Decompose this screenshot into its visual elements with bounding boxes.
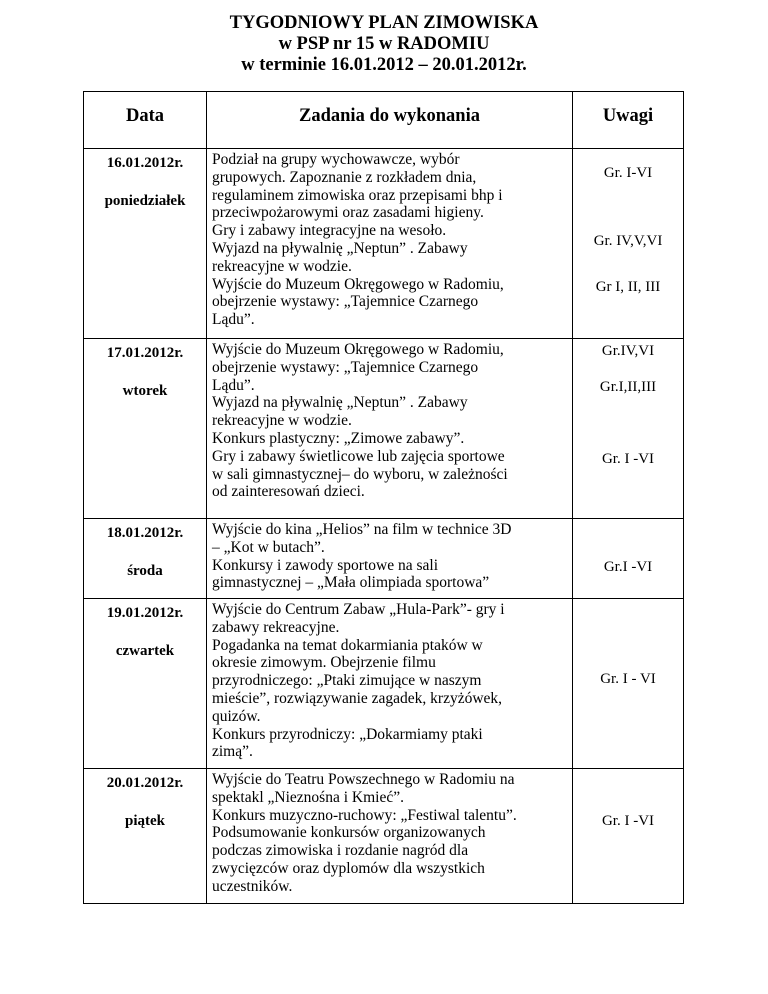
task-line: zwycięzców oraz dyplomów dla wszystkich [212,859,485,877]
task-line: Wyjazd na pływalnię „Neptun” . Zabawy [212,394,468,412]
date-cell [84,599,207,769]
tasks-cell [207,599,573,769]
task-line: quizów. [212,707,261,725]
tasks-cell [207,769,573,904]
schedule-table [83,91,684,904]
table-row [84,769,684,904]
task-line: Wyjście do Centrum Zabaw „Hula-Park”- gry i [212,601,505,618]
task-line: Konkursy i zawody sportowe na sali [212,556,438,574]
date-cell [84,769,207,904]
title-line-1: TYGODNIOWY PLAN ZIMOWISKA [229,13,539,33]
group-note: Gr I, II, III [595,279,661,295]
task-line: Wyjście do Muzeum Okręgowego w Radomiu, [212,341,504,358]
group-note: Gr.I -VI [603,559,653,575]
task-line: Gry i zabawy świetlicowe lub zajęcia sportowe [212,447,505,465]
column-header-tasks: Zadania do wykonania [207,92,573,149]
tasks-cell [207,149,573,339]
table-row [84,519,684,599]
column-header-date: Data [84,92,207,149]
task-line: – „Kot w butach”. [212,538,325,556]
date-cell [84,149,207,339]
document-title [0,13,768,76]
column-header-notes: Uwagi [573,92,684,149]
task-line: okresie zimowym. Obejrzenie filmu [212,654,436,672]
task-line: grupowych. Zapoznanie z rozkładem dnia, [212,168,477,186]
task-line: gimnastycznej – „Mała olimpiada sportowa” [212,574,490,592]
row-weekday: czwartek [115,643,175,659]
row-weekday: wtorek [122,383,168,399]
task-line: Wyjście do Teatru Powszechnego w Radomiu na [212,771,515,788]
task-line: zimą”. [212,743,253,761]
task-line: rekreacyjne w wodzie. [212,257,352,275]
notes-cell [573,599,684,769]
row-date: 19.01.2012r. [106,605,184,621]
table-row [84,149,684,339]
task-line: Konkurs plastyczny: „Zimowe zabawy”. [212,429,465,447]
task-line: regulaminem zimowiska oraz przepisami bhp i [212,186,503,204]
task-line: przeciwpożarowymi oraz zasadami higieny. [212,204,484,222]
task-line: przyrodniczego: „Ptaki zimujące w naszym [212,672,482,690]
title-line-2: w PSP nr 15 w RADOMIU [278,34,490,54]
task-line: Lądu”. [212,376,255,394]
task-line: obejrzenie wystawy: „Tajemnice Czarnego [212,293,479,311]
task-line: Podział na grupy wychowawcze, wybór [212,151,460,168]
table-header-row [84,92,684,149]
row-weekday: środa [127,563,163,579]
tasks-cell [207,339,573,519]
task-line: podczas zimowiska i rozdanie nagród dla [212,842,469,860]
group-note: Gr. I-VI [603,165,653,181]
task-line: uczestników. [212,877,293,895]
table-row [84,339,684,519]
task-line: mieście”, rozwiązywanie zagadek, krzyżówek, [212,689,503,707]
group-note: Gr.IV,VI [601,343,655,359]
group-note: Gr.I,II,III [599,379,657,395]
date-cell [84,519,207,599]
task-line: rekreacyjne w wodzie. [212,412,352,430]
task-line: Wyjście do kina „Helios” na film w technice 3D [212,521,512,538]
task-line: zabawy rekreacyjne. [212,618,340,636]
group-note: Gr. I -VI [601,813,655,829]
task-line: Lądu”. [212,311,255,329]
task-line: Konkurs przyrodniczy: „Dokarmiamy ptaki [212,725,483,743]
notes-cell [573,519,684,599]
row-date: 16.01.2012r. [106,155,184,171]
task-line: w sali gimnastycznej– do wyboru, w zależności [212,465,508,483]
row-date: 18.01.2012r. [106,525,184,541]
task-line: spektakl „Nieznośna i Kmieć”. [212,788,404,806]
task-line: Wyjście do Muzeum Okręgowego w Radomiu, [212,275,504,293]
title-line-3: w terminie 16.01.2012 – 20.01.2012r. [241,55,527,75]
date-cell [84,339,207,519]
row-weekday: poniedziałek [104,193,186,209]
task-line: od zainteresowań dzieci. [212,483,365,501]
row-date: 20.01.2012r. [106,775,184,791]
task-line: Pogadanka na temat dokarmiania ptaków w [212,636,483,654]
row-weekday: piątek [124,813,165,829]
row-date: 17.01.2012r. [106,345,184,361]
table-row [84,599,684,769]
notes-cell [573,149,684,339]
notes-cell [573,769,684,904]
group-note: Gr. I -VI [601,451,655,467]
task-line: Wyjazd na pływalnię „Neptun” . Zabawy [212,239,468,257]
task-line: Gry i zabawy integracyjne na wesoło. [212,222,447,240]
group-note: Gr. I - VI [600,671,656,687]
task-line: obejrzenie wystawy: „Tajemnice Czarnego [212,358,479,376]
task-line: Konkurs muzyczno-ruchowy: „Festiwal talentu”. [212,806,517,824]
tasks-cell [207,519,573,599]
notes-cell [573,339,684,519]
group-note: Gr. IV,V,VI [593,233,663,249]
task-line: Podsumowanie konkursów organizowanych [212,824,486,842]
